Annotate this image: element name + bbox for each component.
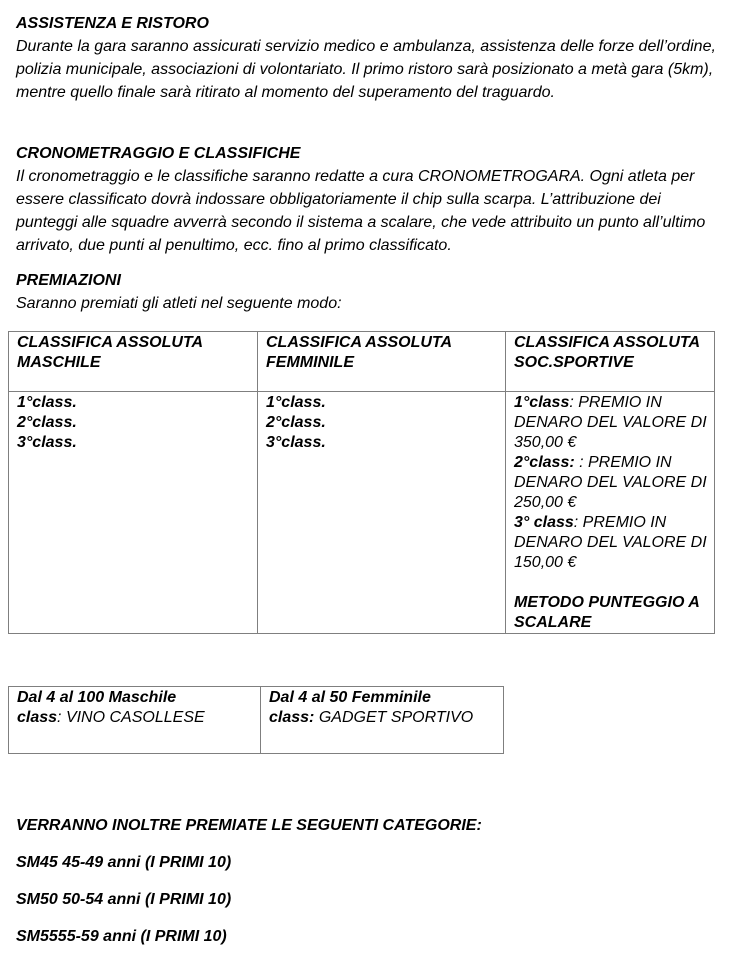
assistenza-text: Durante la gara saranno assicurati servizio medico e ambulanza, assistenza delle forze dell’ordine, polizia municipale, associazioni di volontariato. Il primo ristoro sarà posizionato a metà gara (5km), mentre quello finale sarà ritirato al momento del superamento del traguardo. (16, 38, 716, 101)
categoria-item: SM50 50-54 anni (I PRIMI 10) (16, 891, 232, 908)
categoria-item: SM45 45-49 anni (I PRIMI 10) (16, 854, 232, 871)
header-femminile: CLASSIFICA ASSOLUTA FEMMINILE (258, 332, 506, 392)
soc-prize-1: 1°class: PREMIO IN DENARO DEL VALORE DI 350,00 € (514, 394, 707, 451)
extra-prize-table (8, 686, 504, 754)
maschile-class-1: 1°class. (17, 394, 77, 411)
premiazioni-title: PREMIAZIONI (16, 272, 121, 289)
femminile-extra-cell (261, 687, 504, 754)
categoria-item: SM5555-59 anni (I PRIMI 10) (16, 928, 227, 945)
section-cronometraggio (16, 142, 716, 257)
metodo-punteggio: METODO PUNTEGGIO A SCALARE (514, 594, 700, 631)
premiazioni-intro: Saranno premiati gli atleti nel seguente modo: (16, 295, 342, 312)
femminile-extra-title: Dal 4 al 50 Femminile (269, 689, 431, 706)
assistenza-title: ASSISTENZA E RISTORO (16, 15, 209, 32)
header-soc-sportive: CLASSIFICA ASSOLUTA SOC.SPORTIVE (506, 332, 715, 392)
spacer (514, 573, 707, 593)
cronometraggio-text: Il cronometraggio e le classifiche saranno redatte a cura CRONOMETROGARA. Ogni atleta per essere classificato dovrà indossare obbligatoriamente il chip sulla scarpa. L’attribuzione dei punteggi alle squadre avverrà secondo il sistema a scalare, che vede attribuito un punto all’ultimo arrivato, due punti al penultimo, ecc. fino al primo classificato. (16, 168, 706, 254)
maschile-extra-title: Dal 4 al 100 Maschile (17, 689, 177, 706)
cronometraggio-title: CRONOMETRAGGIO E CLASSIFICHE (16, 145, 301, 162)
categorie-title: VERRANNO INOLTRE PREMIATE LE SEGUENTI CATEGORIE: (16, 817, 482, 834)
maschile-cell (9, 392, 258, 634)
maschile-class-2: 2°class. (17, 414, 77, 431)
prize-table (8, 331, 715, 634)
maschile-extra-prize: class: VINO CASOLLESE (17, 709, 205, 726)
femminile-extra-prize: class: GADGET SPORTIVO (269, 709, 474, 726)
soc-sportive-cell (506, 392, 715, 634)
soc-prize-3: 3° class: PREMIO IN DENARO DEL VALORE DI 150,00 € (514, 514, 707, 571)
femminile-class-1: 1°class. (266, 394, 326, 411)
prize-table-body-row (9, 392, 715, 634)
femminile-cell (258, 392, 506, 634)
maschile-extra-cell (9, 687, 261, 754)
femminile-class-3: 3°class. (266, 434, 326, 451)
section-premiazioni (16, 269, 716, 315)
header-maschile: CLASSIFICA ASSOLUTA MASCHILE (9, 332, 258, 392)
maschile-class-3: 3°class. (17, 434, 77, 451)
femminile-class-2: 2°class. (266, 414, 326, 431)
soc-prize-2: 2°class: : PREMIO IN DENARO DEL VALORE DI 250,00 € (514, 454, 707, 511)
extra-prize-row (9, 687, 504, 754)
section-assistenza (16, 12, 716, 104)
prize-table-header-row (9, 332, 715, 392)
